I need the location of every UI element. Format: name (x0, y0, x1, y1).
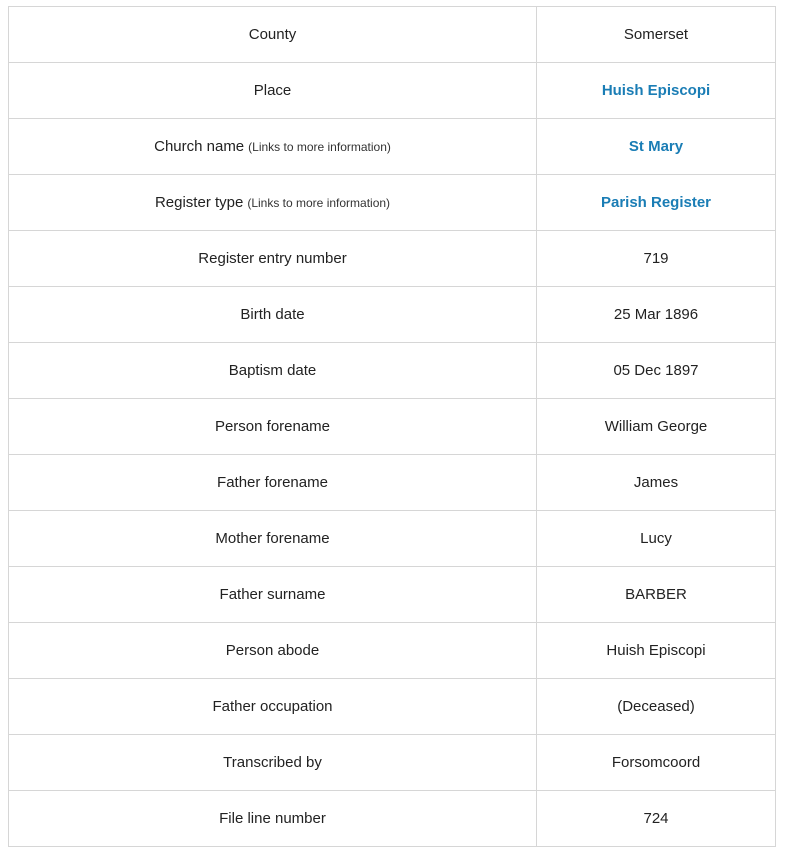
table-row (9, 791, 776, 847)
table-row (9, 343, 776, 399)
field-label-cell (9, 455, 537, 511)
field-value-cell (537, 231, 776, 287)
table-row (9, 679, 776, 735)
field-value: Lucy (640, 530, 672, 547)
field-label: Father forename (217, 474, 328, 491)
field-note: (Links to more information) (248, 140, 391, 154)
table-row (9, 7, 776, 63)
field-value-cell (537, 7, 776, 63)
field-value-cell (537, 455, 776, 511)
field-value-cell (537, 511, 776, 567)
field-label-cell (9, 231, 537, 287)
field-label: Place (253, 82, 292, 99)
field-label-cell (9, 119, 537, 175)
field-label: Register entry number (198, 250, 347, 267)
field-label-cell (9, 63, 537, 119)
field-value-cell (537, 679, 776, 735)
field-value: Forsomcoord (611, 754, 701, 771)
field-label-cell (9, 567, 537, 623)
field-label-cell (9, 399, 537, 455)
field-label: Transcribed by (223, 754, 322, 771)
table-row (9, 399, 776, 455)
field-value-cell (537, 119, 776, 175)
field-value-cell (537, 399, 776, 455)
field-value-cell (537, 735, 776, 791)
field-value-cell (537, 791, 776, 847)
field-value-cell (537, 63, 776, 119)
field-label-cell (9, 623, 537, 679)
field-label: Birth date (240, 306, 305, 323)
field-label-cell (9, 343, 537, 399)
field-value-cell (537, 343, 776, 399)
table-row (9, 567, 776, 623)
table-row (9, 623, 776, 679)
field-label-cell (9, 7, 537, 63)
field-label: Father occupation (212, 698, 333, 715)
record-table-body (9, 7, 776, 847)
field-value-cell (537, 623, 776, 679)
field-label-cell (9, 735, 537, 791)
field-note: (Links to more information) (247, 196, 391, 210)
table-row (9, 231, 776, 287)
field-label: Church name (154, 138, 245, 155)
register-type-link[interactable]: Parish Register (600, 194, 712, 211)
table-row (9, 735, 776, 791)
record-details-table (8, 6, 776, 847)
field-label-cell (9, 175, 537, 231)
field-label: Baptism date (228, 362, 317, 379)
table-row (9, 455, 776, 511)
field-label: Mother forename (215, 530, 330, 547)
field-value: 05 Dec 1897 (613, 362, 699, 379)
field-value: BARBER (625, 586, 687, 603)
field-label: Father surname (219, 586, 326, 603)
table-row (9, 175, 776, 231)
field-label-cell (9, 287, 537, 343)
table-row (9, 63, 776, 119)
field-value: 724 (643, 810, 669, 827)
table-row (9, 119, 776, 175)
table-row (9, 511, 776, 567)
field-value: (Deceased) (617, 698, 695, 715)
field-label: File line number (219, 810, 326, 827)
field-value: William George (604, 418, 708, 435)
field-label: County (248, 26, 297, 43)
field-label: Person forename (214, 418, 331, 435)
field-label: Register type (154, 194, 244, 211)
field-value: 719 (643, 250, 669, 267)
church-name-link[interactable]: St Mary (628, 138, 684, 155)
field-value: Somerset (623, 26, 689, 43)
field-value: Huish Episcopi (606, 642, 706, 659)
field-value-cell (537, 175, 776, 231)
field-value-cell (537, 567, 776, 623)
field-value: James (633, 474, 679, 491)
field-value: 25 Mar 1896 (613, 306, 699, 323)
field-label: Person abode (225, 642, 320, 659)
field-label-cell (9, 511, 537, 567)
table-row (9, 287, 776, 343)
field-label-cell (9, 791, 537, 847)
place-link[interactable]: Huish Episcopi (601, 82, 711, 99)
field-label-cell (9, 679, 537, 735)
field-value-cell (537, 287, 776, 343)
